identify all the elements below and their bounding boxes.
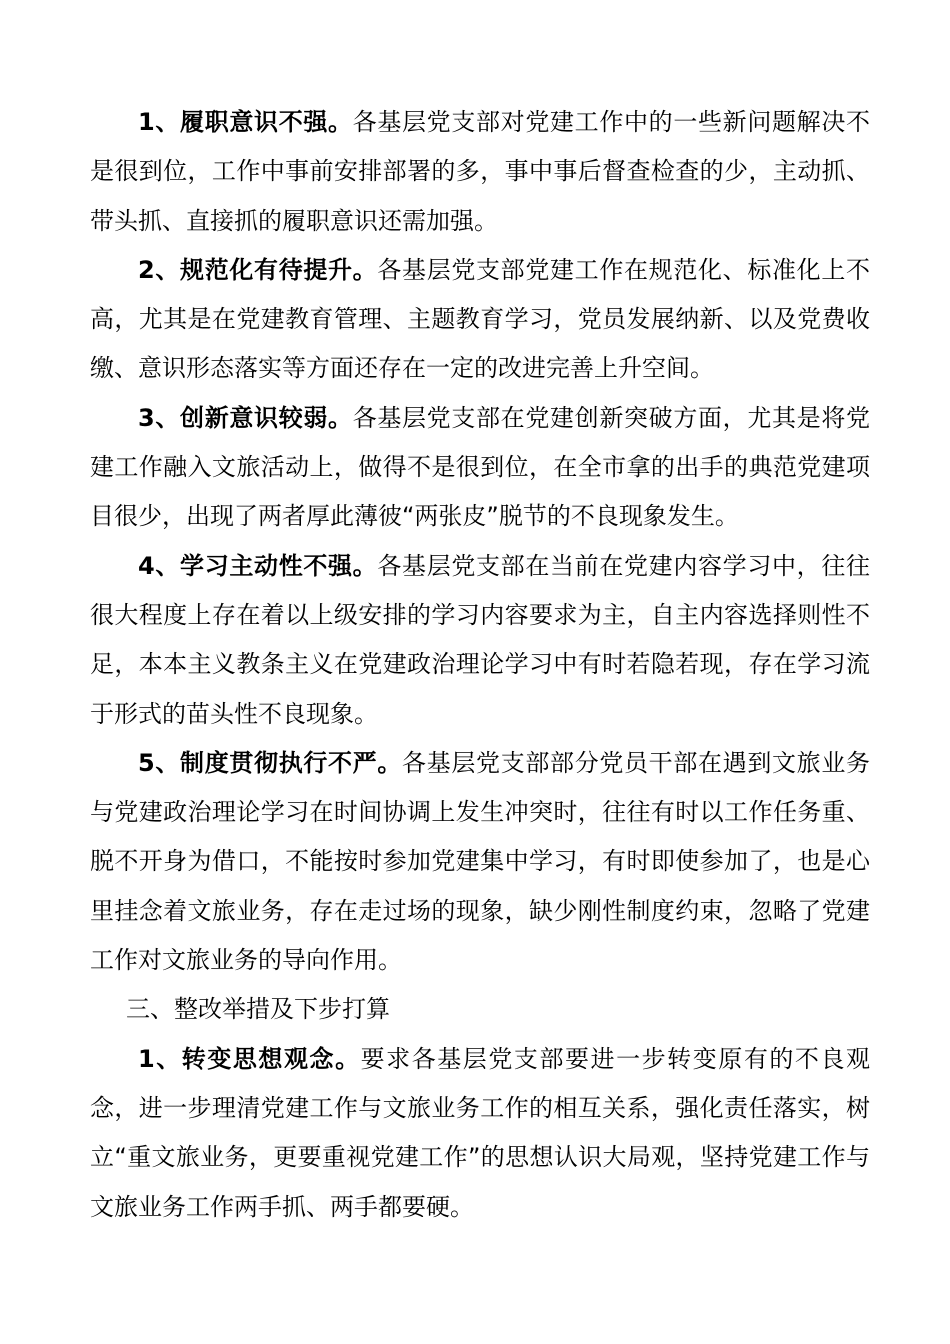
document-page — [90, 98, 870, 1232]
measure-heading-1: 1、转变思想观念。 — [138, 1044, 361, 1073]
issue-body-3: 各基层党支部在党建创新突破方面，尤其是将党建工作融入文旅活动上，做得不是很到位，在全市拿的出手的典范党建项目很少，出现了两者厚此薄彼“两张皮”脱节的不良现象发生。 — [90, 403, 870, 531]
issue-heading-1: 1、履职意识不强。 — [138, 108, 353, 136]
issue-paragraph-1 — [90, 98, 870, 246]
measure-body-1: 要求各基层党支部要进一步转变原有的不良观念，进一步理清党建工作与文旅业务工作的相互关系，强化责任落实，树立“重文旅业务，更要重视党建工作”的思想认识大局观，坚持党建工作与文旅业务工作两手抓、两手都要硬。 — [90, 1044, 871, 1221]
issue-body-4: 各基层党支部在当前在党建内容学习中，往往很大程度上存在着以上级安排的学习内容要求为主，自主内容选择则性不足，本本主义教条主义在党建政治理论学习中有时若隐若现，存在学习流于形式的苗头性不良现象。 — [90, 551, 871, 728]
issue-heading-5: 5、制度贯彻执行不严。 — [138, 748, 403, 777]
issue-body-5: 各基层党支部部分党员干部在遇到文旅业务与党建政治理论学习在时间协调上发生冲突时，往往有时以工作任务重、脱不开身为借口，不能按时参加党建集中学习，有时即使参加了，也是心里挂念着文旅业务，存在走过场的现象，缺少刚性制度约束，忽略了党建工作对文旅业务的导向作用。 — [90, 748, 871, 975]
issue-paragraph-3 — [90, 394, 870, 542]
issue-heading-2: 2、规范化有待提升。 — [138, 255, 378, 284]
issue-paragraph-4 — [90, 542, 870, 739]
issue-heading-4: 4、学习主动性不强。 — [138, 551, 378, 580]
issue-paragraph-2 — [90, 246, 870, 394]
issue-heading-3: 3、创新意识较弱。 — [138, 403, 353, 432]
issue-body-2: 各基层党支部党建工作在规范化、标准化上不高，尤其是在党建教育管理、主题教育学习，党员发展纳新、以及党费收缴、意识形态落实等方面还存在一定的改进完善上升空间。 — [90, 255, 871, 383]
issue-paragraph-5 — [90, 739, 870, 985]
issue-body-1: 各基层党支部对党建工作中的一些新问题解决不是很到位，工作中事前安排部署的多，事中事后督查检查的少，主动抓、带头抓、直接抓的履职意识还需加强。 — [90, 108, 870, 235]
section-three-title: 三、整改举措及下步打算 — [126, 995, 390, 1024]
measure-paragraph-1 — [90, 1035, 870, 1232]
